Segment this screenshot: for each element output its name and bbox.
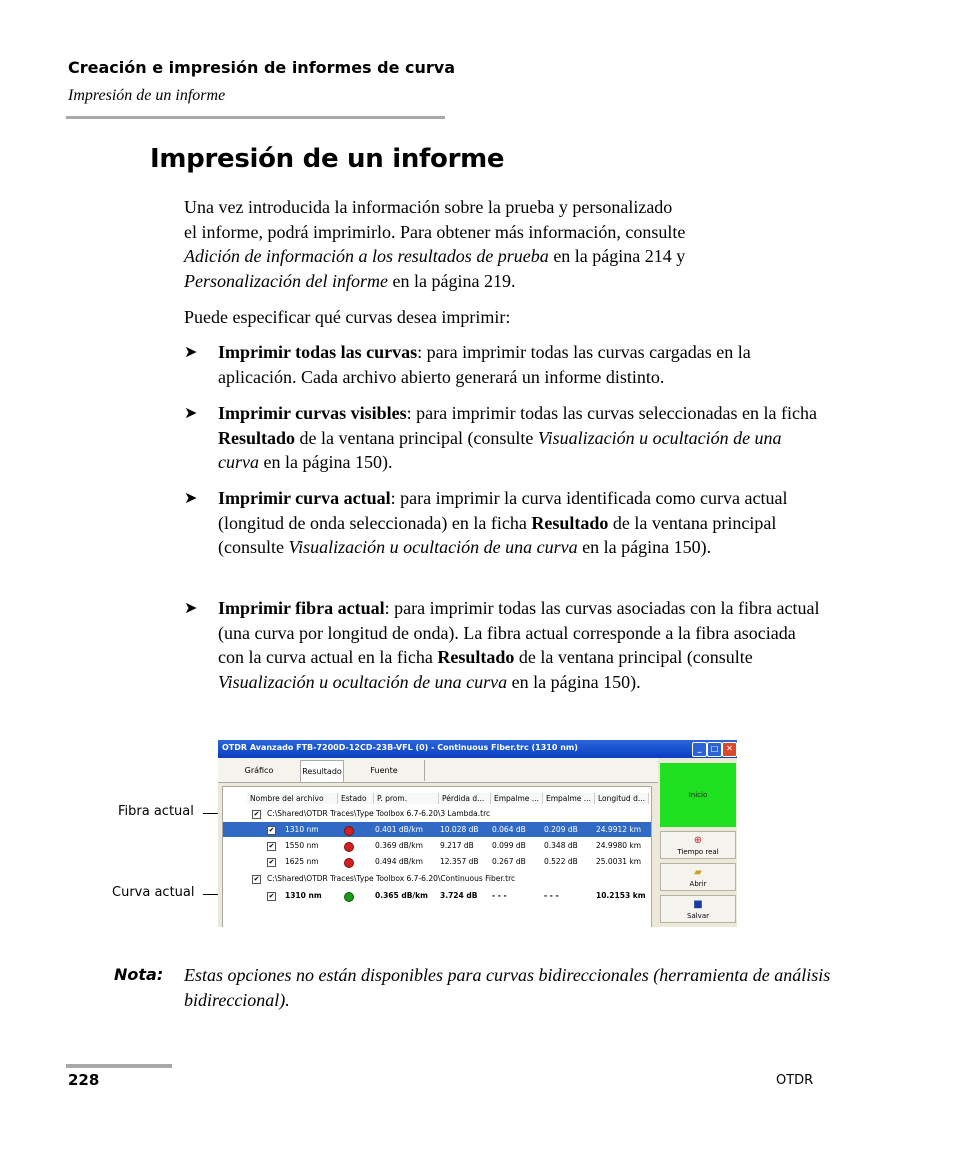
save-label: Salvar <box>687 912 709 920</box>
avg-loss: 0.494 dB/km <box>375 857 423 866</box>
maximize-button[interactable]: □ <box>707 742 722 757</box>
arrow-icon: ➤ <box>184 600 198 617</box>
status-indicator <box>344 892 354 902</box>
window-titlebar <box>218 740 737 758</box>
column-header[interactable]: Nombre del archivo <box>247 793 338 804</box>
bullet-description: de la ventana principal (consulte <box>295 427 538 448</box>
column-header[interactable]: Empalme ... <box>543 793 595 804</box>
note-block <box>114 963 834 1012</box>
span-loss: 3.724 dB <box>440 891 478 900</box>
bullet-term: Imprimir fibra actual <box>218 598 385 618</box>
bullet-description: de la ventana principal (consulte <box>514 647 753 667</box>
file-row[interactable] <box>223 806 651 821</box>
arrow-icon: ➤ <box>184 490 198 507</box>
tab-resultado[interactable]: Resultado <box>300 760 344 782</box>
chapter-title: Creación e impresión de informes de curva <box>68 58 456 77</box>
bullet-description: de la ventana principal (consulte <box>218 512 777 557</box>
bullet-description: : para imprimir la curva identificada como curva actual (longitud de onda seleccionada) en la ficha <box>218 488 788 533</box>
tab-bar <box>218 758 658 783</box>
fiber-length: 24.9912 km <box>596 825 642 834</box>
product-name: OTDR <box>776 1073 814 1088</box>
splice-value: 0.267 dB <box>492 857 526 866</box>
intro-line-2: el informe, podrá imprimirlo. Para obtener más información, consulte <box>184 221 686 242</box>
bullet-term: Imprimir curvas visibles <box>218 403 407 423</box>
column-header[interactable]: Longitud d... <box>595 793 649 804</box>
file-path: C:\Shared\OTDR Traces\Type Toolbox 6.7-6.20\Continuous Fiber.trc <box>267 874 516 883</box>
intro-paragraph <box>184 195 824 293</box>
open-label: Abrir <box>689 880 707 888</box>
open-button[interactable] <box>660 863 736 891</box>
intro-page-ref-2: en la página 219. <box>387 270 516 291</box>
window-title: OTDR Avanzado FTB-7200D-12CD-23B-VFL (0) - Continuous Fiber.trc (1310 nm) <box>222 743 578 752</box>
link-visualizacion-curva[interactable]: Visualización u ocultación de una curva <box>218 427 782 472</box>
bullet-imprimir-todas <box>184 340 824 389</box>
splice-value: - - - <box>492 891 507 900</box>
bullet-imprimir-curva-actual <box>184 486 824 560</box>
table-row[interactable] <box>223 822 651 837</box>
span-loss: 10.028 dB <box>440 825 479 834</box>
bullet-page-ref: en la página 150). <box>507 671 641 692</box>
bullet-description: : para imprimir todas las curvas cargadas en la aplicación. Cada archivo abierto generará un informe distinto. <box>218 342 751 387</box>
column-header[interactable]: P. prom. <box>374 793 439 804</box>
file-path: C:\Shared\OTDR Traces\Type Toolbox 6.7-6.20\3 Lambda.trc <box>267 809 491 818</box>
folder-icon: ▰ <box>694 867 702 878</box>
start-button[interactable]: Inicio <box>660 763 736 827</box>
bullet-imprimir-visibles <box>184 401 824 475</box>
bullet-text <box>218 401 824 475</box>
realtime-button[interactable] <box>660 831 736 859</box>
close-button[interactable]: ✕ <box>722 742 737 757</box>
span-loss: 9.217 dB <box>440 841 474 850</box>
splice-value: 0.348 dB <box>544 841 578 850</box>
splice-value: 0.064 dB <box>492 825 526 834</box>
link-visualizacion-curva[interactable]: Visualización u ocultación de una curva <box>288 537 578 557</box>
callout-fibra-actual: Fibra actual <box>118 804 194 819</box>
minimize-button[interactable]: _ <box>692 742 707 757</box>
wavelength: 1625 nm <box>285 857 319 866</box>
crosshair-icon: ⊕ <box>693 835 703 846</box>
arrow-icon: ➤ <box>184 405 198 422</box>
fiber-length: 25.0031 km <box>596 857 642 866</box>
link-personalizacion-informe[interactable]: Personalización del informe <box>184 270 388 291</box>
footer-rule <box>66 1064 172 1068</box>
header-rule <box>66 116 445 119</box>
bullet-page-ref: en la página 150). <box>577 537 712 557</box>
tab-fuente[interactable]: Fuente <box>344 760 425 781</box>
splice-value: 0.522 dB <box>544 857 578 866</box>
bullet-description: : para imprimir todas las curvas seleccionadas en la ficha <box>406 403 818 423</box>
note-label: Nota: <box>114 965 164 984</box>
checkbox[interactable]: ✔ <box>268 892 275 900</box>
checkbox[interactable]: ✔ <box>268 858 275 866</box>
bullet-page-ref: en la página 150). <box>258 452 393 472</box>
column-header[interactable]: Empalme ... <box>491 793 543 804</box>
page-heading: Impresión de un informe <box>150 144 505 174</box>
wavelength: 1550 nm <box>285 841 319 850</box>
intro-page-ref-1: en la página 214 y <box>548 246 686 266</box>
wavelength: 1310 nm <box>285 891 322 900</box>
avg-loss: 0.365 dB/km <box>375 891 428 900</box>
floppy-disk-icon: ■ <box>693 899 703 910</box>
link-adicion-informacion[interactable]: Adición de información a los resultados de prueba <box>184 246 549 266</box>
bullet-term: Imprimir curva actual <box>218 488 391 508</box>
status-indicator <box>344 842 354 852</box>
save-button[interactable] <box>660 895 736 923</box>
column-header[interactable]: Pérdida d... <box>439 793 491 804</box>
page-number: 228 <box>68 1071 100 1089</box>
file-row[interactable] <box>223 871 651 886</box>
status-indicator <box>344 858 354 868</box>
arrow-icon: ➤ <box>184 344 198 361</box>
checkbox[interactable]: ✔ <box>253 810 260 818</box>
bullet-imprimir-fibra-actual <box>184 596 824 694</box>
bullet-text <box>218 486 824 560</box>
realtime-label: Tiempo real <box>677 848 719 856</box>
avg-loss: 0.401 dB/km <box>375 825 423 834</box>
splice-value: 0.209 dB <box>544 825 578 834</box>
fiber-length: 10.2153 km <box>596 891 646 900</box>
bullet-term: Imprimir todas las curvas <box>218 342 418 362</box>
bullet-bold-term: Resultado <box>437 647 515 667</box>
table-row[interactable] <box>223 888 651 903</box>
table-row[interactable] <box>223 838 651 853</box>
splice-value: - - - <box>544 891 559 900</box>
tab-grafico[interactable]: Gráfico <box>244 766 274 775</box>
wavelength: 1310 nm <box>285 825 319 834</box>
bullet-text <box>218 340 824 389</box>
lead-in-text: Puede especificar qué curvas desea imprimir: <box>184 307 511 327</box>
column-header[interactable]: Estado <box>338 793 374 804</box>
checkbox[interactable]: ✔ <box>253 875 260 883</box>
link-visualizacion-curva[interactable]: Visualización u ocultación de una curva <box>218 671 508 692</box>
checkbox[interactable]: ✔ <box>268 842 275 850</box>
results-table <box>222 786 652 927</box>
status-indicator <box>344 826 354 836</box>
bullet-bold-term: Resultado <box>218 427 296 448</box>
table-row[interactable] <box>223 854 651 869</box>
fiber-length: 24.9980 km <box>596 841 642 850</box>
avg-loss: 0.369 dB/km <box>375 841 423 850</box>
callout-curva-actual: Curva actual <box>112 885 195 900</box>
note-text: Estas opciones no están disponibles para curvas bidireccionales (herramienta de análisis bidireccional). <box>184 965 831 1010</box>
bullet-description: : para imprimir todas las curvas asociadas con la fibra actual (una curva por longitud de onda). La fibra actual corresponde a la fibra asociada con la curva actual en la ficha <box>218 598 820 667</box>
checkbox[interactable]: ✔ <box>268 826 275 834</box>
side-panel <box>660 763 737 927</box>
intro-line-1: Una vez introducida la información sobre la prueba y personalizado <box>184 197 673 217</box>
section-subtitle: Impresión de un informe <box>68 87 226 104</box>
bullet-text <box>218 596 824 694</box>
otdr-app-window <box>218 740 737 927</box>
bullet-bold-term: Resultado <box>531 512 609 533</box>
span-loss: 12.357 dB <box>440 857 479 866</box>
splice-value: 0.099 dB <box>492 841 526 850</box>
